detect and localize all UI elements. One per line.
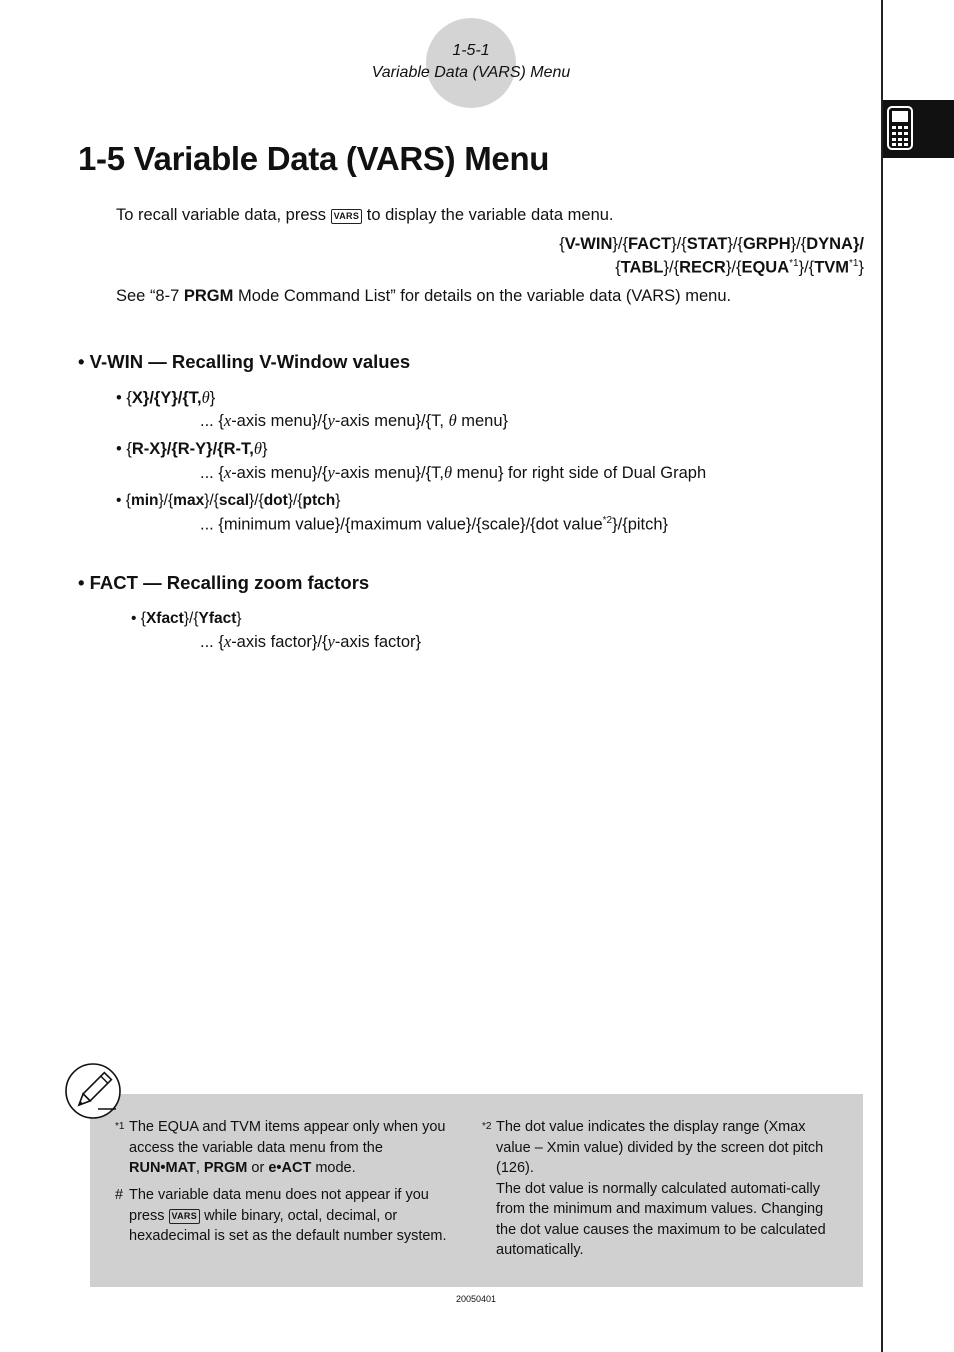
header-circle [426,18,516,108]
see-mode-name: PRGM [183,287,234,305]
var-y: y [327,463,335,482]
menu-r-t: R-T, [223,440,254,458]
menu-equa: EQUA [741,258,790,277]
bullet: • [116,440,122,458]
menu-x: X [131,389,143,407]
menu-dot: dot [263,492,288,509]
menu-yfact: Yfact [198,610,237,627]
mode-prgm: PRGM [203,1160,248,1176]
intro-before: To recall variable data, press [116,206,327,224]
running-section-title: Variable Data (VARS) Menu [371,64,571,81]
menu-min: min [130,492,159,509]
page-number: 1-5-1 [452,42,490,59]
menu-recr: RECR [679,258,726,277]
vwin-item-1 [116,388,215,408]
menu-line-1 [400,235,864,254]
brace: { [126,389,132,407]
vars-key-icon: VARS [331,209,363,224]
menu-t: T, [188,389,202,407]
vwin-item-3-desc [200,515,668,535]
fact-item-1 [131,610,242,628]
desc: menu} for right side of Dual Graph [456,464,707,482]
note-text: while binary, octal, decimal, or hexadecimal is set as the default number system. [129,1207,447,1244]
sep: }/{ [204,492,219,509]
sep: }/{ [287,492,303,509]
right-margin-rule [881,0,883,1352]
theta-symbol: θ [201,388,210,407]
brace: { [125,492,131,509]
theta-symbol: θ [443,463,453,482]
menu-tabl: TABL [620,258,664,277]
menu-fact: FACT [627,235,672,253]
desc: ... { [200,633,224,651]
desc: -axis menu}/{T, [334,464,444,482]
pencil-icon [64,1062,122,1120]
menu-stat: STAT [686,235,728,253]
desc: menu} [461,412,509,430]
menu-r-x: R-X [131,440,161,458]
sep: }/{ [727,235,743,253]
document-code: 20050401 [455,1294,497,1304]
vwin-item-2-desc [200,463,706,483]
sep: }/ [852,235,864,253]
menu-max: max [173,492,205,509]
sep: }/{ [663,258,680,277]
intro-line [116,206,614,225]
footnote-mark: *2 [602,515,613,526]
sep: }/{ [142,389,161,407]
desc: ... { [200,464,224,482]
menu-y: Y [160,389,172,407]
sep: }/{ [183,610,199,627]
desc: -axis menu}/{T, [334,412,444,430]
fact-item-1-desc [200,632,421,652]
sep: }/{ [725,258,742,277]
sep: }/{ [798,258,815,277]
vwin-item-1-desc [200,411,508,431]
mode-e-act: e•ACT [268,1160,312,1176]
see-before: See “8-7 [116,287,180,305]
note-text: The dot value indicates the display range (Xmax value – Xmin value) divided by the screen dot pitch (126). [496,1119,824,1176]
footnote-mark: *2 [482,1121,492,1132]
sep: }/{ [249,492,264,509]
footnote-mark: *1 [115,1121,125,1132]
note-dot-value [482,1117,842,1261]
see-reference [116,287,731,306]
heading-text: FACT — Recalling zoom factors [89,572,370,593]
sep: }/{ [671,235,687,253]
desc: }/{pitch} [612,515,669,534]
menu-grph: GRPH [742,235,791,253]
menu-scal: scal [218,492,250,509]
brace: } [209,389,216,407]
desc: -axis menu}/{ [231,412,328,430]
calculator-icon [887,106,913,150]
bullet: • [78,572,85,593]
brace: { [559,235,565,253]
sep: }/{ [612,235,628,253]
sep: }/{ [790,235,807,253]
desc: ... {minimum value}/{maximum value}/{scale}/{dot value [200,515,603,534]
theta-symbol: θ [448,411,457,430]
sep: }/{ [171,389,189,407]
note-text: The EQUA and TVM items appear only when you access the variable data menu from the [129,1119,446,1156]
menu-tvm: TVM [814,258,850,277]
var-x: x [223,632,232,651]
brace: } [236,610,242,627]
menu-xfact: Xfact [145,610,184,627]
page-title: 1-5 Variable Data (VARS) Menu [78,140,550,177]
vwin-item-3 [116,492,340,510]
sep: }/{ [158,492,174,509]
menu-dyna: DYNA [806,235,853,253]
note-equa-tvm [115,1117,450,1179]
var-x: x [223,463,232,482]
desc: -axis factor} [334,633,422,651]
footnote-mark: *1 [789,258,799,269]
heading-text: V-WIN — Recalling V-Window values [89,351,411,372]
menu-line-2 [400,258,864,278]
menu-r-y: R-Y [177,440,207,458]
var-y: y [327,411,335,430]
desc: ... { [200,412,224,430]
brace: } [858,258,864,277]
note-vars-disabled [115,1185,450,1247]
note-text: The dot value is normally calculated automati-cally from the minimum and maximum values. Changing the dot value causes the maximum to be calculated automatically. [496,1180,826,1258]
vars-key-icon: VARS [169,1209,201,1224]
brace: } [261,440,268,458]
section-heading-vwin [78,351,410,373]
note-text: , [195,1160,200,1176]
sep: }/{ [206,440,224,458]
note-text: mode. [315,1160,356,1176]
sep: }/{ [160,440,178,458]
bullet: • [116,389,122,407]
brace: { [140,610,146,627]
footnote-mark: *1 [849,258,859,269]
vwin-item-2 [116,439,267,459]
menu-ptch: ptch [302,492,336,509]
note-text: or [251,1160,265,1176]
var-y: y [327,632,335,651]
section-heading-fact [78,572,369,594]
menu-v-win: V-WIN [564,235,613,253]
see-after: Mode Command List” for details on the variable data (VARS) menu. [237,287,732,305]
intro-after: to display the variable data menu. [366,206,614,224]
brace: { [615,258,621,277]
theta-symbol: θ [253,439,262,458]
brace: } [335,492,341,509]
var-x: x [223,411,232,430]
bullet: • [78,351,85,372]
desc: -axis menu}/{ [231,464,328,482]
bullet: • [116,492,122,509]
note-mark: # [115,1187,124,1203]
bullet: • [131,610,137,627]
brace: { [126,440,132,458]
desc: -axis factor}/{ [231,633,328,651]
mode-run-mat: RUN•MAT [129,1160,196,1176]
note-text: The variable data menu does not appear if you press [129,1187,429,1224]
